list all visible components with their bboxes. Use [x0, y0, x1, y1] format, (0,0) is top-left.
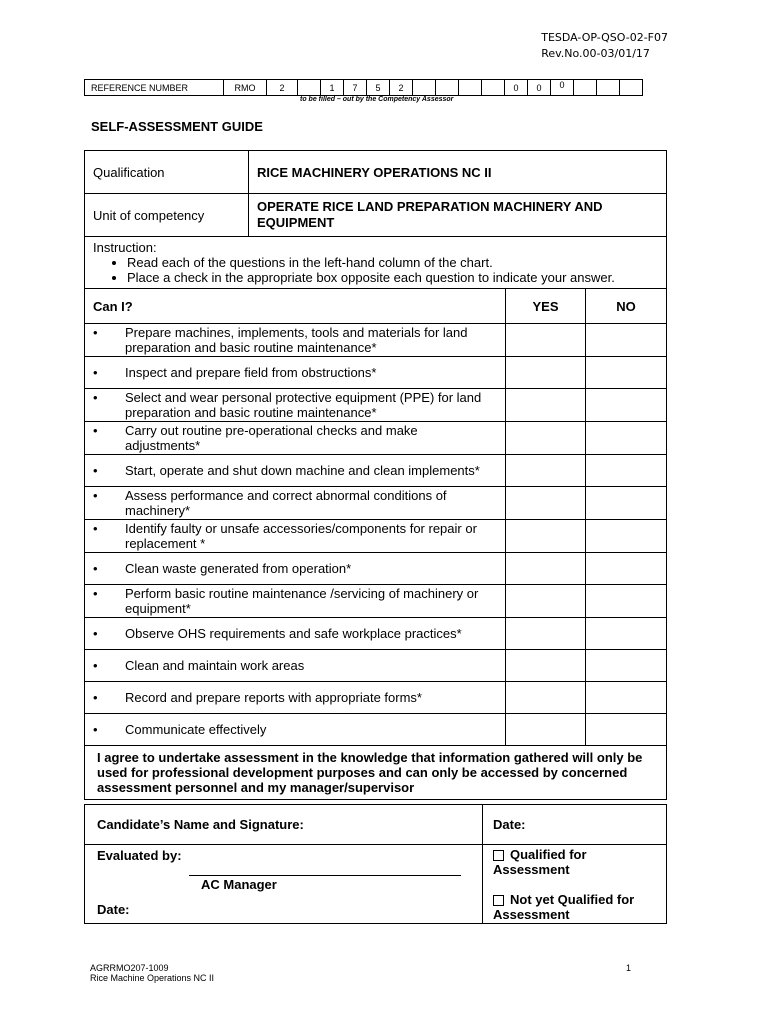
yes-checkbox[interactable] [506, 455, 586, 487]
date-label-2: Date: [97, 902, 130, 917]
ref-cell [597, 80, 620, 96]
no-header: NO [586, 289, 667, 324]
ref-cell [436, 80, 459, 96]
page-number: 1 [626, 963, 632, 973]
yes-checkbox[interactable] [506, 650, 586, 682]
list-item: • Select and wear personal protective equipment (PPE) for land preparation and basic routine maintenance* [85, 389, 506, 422]
unit-label: Unit of competency [85, 194, 249, 237]
date-label: Date: [483, 805, 667, 845]
no-checkbox[interactable] [586, 650, 667, 682]
candidate-name-label: Candidate’s Name and Signature: [85, 805, 483, 845]
footer-qualification: Rice Machine Operations NC II [90, 973, 215, 983]
no-checkbox[interactable] [586, 324, 667, 357]
agreement-statement: I agree to undertake assessment in the knowledge that information gathered will only be used for professional development purposes and can only be accessed by concerned assessment personnel and my manager/supervisor [85, 746, 667, 800]
list-item: • Perform basic routine maintenance /servicing of machinery or equipment* [85, 585, 506, 618]
yes-checkbox[interactable] [506, 389, 586, 422]
yes-checkbox[interactable] [506, 520, 586, 553]
list-item: • Assess performance and correct abnormal conditions of machinery* [85, 487, 506, 520]
revision-number: Rev.No.00-03/01/17 [541, 47, 650, 60]
no-checkbox[interactable] [586, 455, 667, 487]
footer-code: AGRRMO207-1009 [90, 963, 169, 973]
signature-table [84, 804, 667, 924]
qualification-status-cell [483, 845, 667, 924]
yes-checkbox[interactable] [506, 487, 586, 520]
list-item: • Carry out routine pre-operational checks and make adjustments* [85, 422, 506, 455]
ref-cell [459, 80, 482, 96]
ref-cell: 5 [367, 80, 390, 96]
footer-left [90, 963, 214, 983]
list-item: • Clean and maintain work areas [85, 650, 506, 682]
ref-cell [482, 80, 505, 96]
no-checkbox[interactable] [586, 389, 667, 422]
list-item: • Clean waste generated from operation* [85, 553, 506, 585]
qualified-checkbox[interactable] [493, 850, 504, 861]
qualification-label: Qualification [85, 151, 249, 194]
no-checkbox[interactable] [586, 553, 667, 585]
ref-cell: RMO [224, 80, 267, 96]
yes-checkbox[interactable] [506, 682, 586, 714]
yes-header: YES [506, 289, 586, 324]
ref-cell: 0 [505, 80, 528, 96]
ref-cell: 2 [267, 80, 298, 96]
page-title: SELF-ASSESSMENT GUIDE [91, 119, 263, 134]
ref-cell: 1 [321, 80, 344, 96]
ref-cell [413, 80, 436, 96]
no-checkbox[interactable] [586, 422, 667, 455]
list-item: • Identify faulty or unsafe accessories/components for repair or replacement * [85, 520, 506, 553]
yes-checkbox[interactable] [506, 324, 586, 357]
ref-cell [298, 80, 321, 96]
yes-checkbox[interactable] [506, 422, 586, 455]
no-checkbox[interactable] [586, 682, 667, 714]
qualification-value: RICE MACHINERY OPERATIONS NC II [249, 151, 667, 194]
evaluated-by-label: Evaluated by: [97, 848, 182, 863]
form-number: TESDA-OP-QSO-02-F07 [541, 31, 668, 44]
qualified-option[interactable]: Qualified for Assessment [493, 847, 587, 877]
instruction-label: Instruction: [93, 240, 157, 255]
list-item: • Observe OHS requirements and safe workplace practices* [85, 618, 506, 650]
reference-label: REFERENCE NUMBER [85, 80, 224, 96]
not-qualified-option[interactable]: Not yet Qualified for Assessment [493, 892, 635, 922]
ac-manager-label: AC Manager [189, 875, 461, 892]
instruction-item: • Read each of the questions in the left-hand column of the chart. [127, 255, 658, 270]
no-checkbox[interactable] [586, 714, 667, 746]
evaluation-cell [85, 845, 483, 924]
no-checkbox[interactable] [586, 487, 667, 520]
no-checkbox[interactable] [586, 520, 667, 553]
yes-checkbox[interactable] [506, 585, 586, 618]
yes-checkbox[interactable] [506, 357, 586, 389]
yes-checkbox[interactable] [506, 553, 586, 585]
no-checkbox[interactable] [586, 357, 667, 389]
ref-cell: 0 [528, 80, 551, 96]
not-qualified-checkbox[interactable] [493, 895, 504, 906]
list-item: • Start, operate and shut down machine and clean implements* [85, 455, 506, 487]
ref-cell: 7 [344, 80, 367, 96]
list-item: • Communicate effectively [85, 714, 506, 746]
no-checkbox[interactable] [586, 585, 667, 618]
can-i-header: Can I? [85, 289, 506, 324]
yes-checkbox[interactable] [506, 714, 586, 746]
ref-cell [574, 80, 597, 96]
instruction-cell [85, 237, 667, 289]
list-item: • Record and prepare reports with appropriate forms* [85, 682, 506, 714]
no-checkbox[interactable] [586, 618, 667, 650]
list-item: • Inspect and prepare field from obstructions* [85, 357, 506, 389]
document-code [541, 30, 668, 62]
instruction-item: • Place a check in the appropriate box opposite each question to indicate your answer. [127, 270, 658, 285]
assessor-note: to be filled – out by the Competency Assessor [300, 96, 454, 103]
yes-checkbox[interactable] [506, 618, 586, 650]
ref-cell: 2 [390, 80, 413, 96]
reference-number-table [84, 79, 643, 96]
ref-cell: 0 [551, 80, 574, 96]
ref-cell [620, 80, 643, 96]
list-item: • Prepare machines, implements, tools and materials for land preparation and basic routine maintenance* [85, 324, 506, 357]
self-assessment-table [84, 150, 667, 800]
unit-value: OPERATE RICE LAND PREPARATION MACHINERY AND EQUIPMENT [249, 194, 667, 237]
